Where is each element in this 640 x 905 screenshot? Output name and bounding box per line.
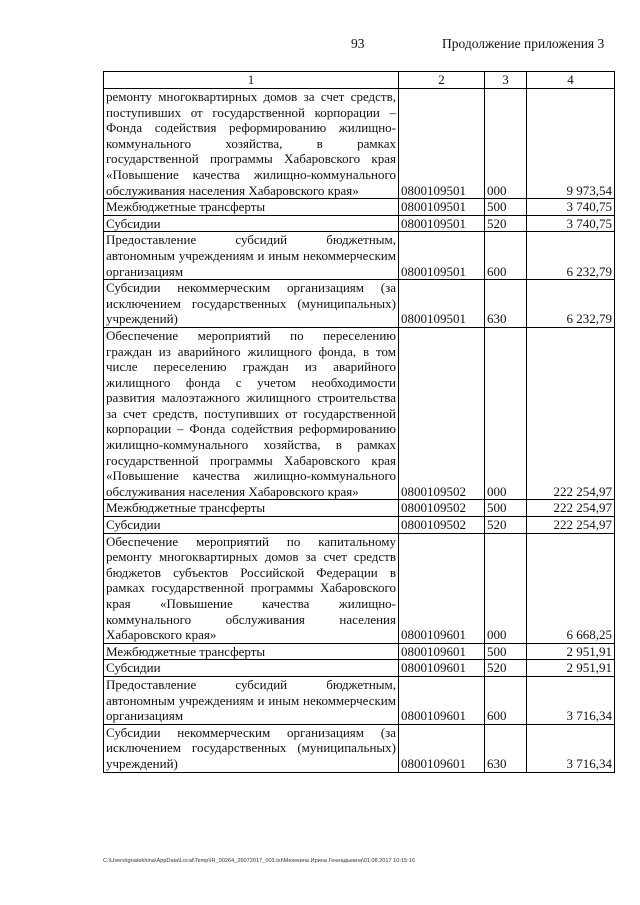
row-description: Субсидии [104, 215, 399, 232]
table-row [104, 215, 615, 232]
table-row [104, 643, 615, 660]
row-expense-type: 520 [485, 215, 527, 232]
row-expense-type: 000 [485, 327, 527, 500]
table-row [104, 517, 615, 534]
row-description: ремонту многоквартирных домов за счет средств, поступивших от государственной корпорации – Фонда содействия реформированию жилищно-коммунального хозяйства, в рамках государственной программы Хабаровского края «Повышение качества жилищно-коммунального обслуживания населения Хабаровского края» [104, 89, 399, 199]
row-target-code: 0800109502 [399, 327, 485, 500]
row-target-code: 0800109501 [399, 232, 485, 280]
row-target-code: 0800109601 [399, 724, 485, 772]
row-target-code: 0800109501 [399, 199, 485, 216]
row-amount: 222 254,97 [527, 517, 615, 534]
column-number: 1 [104, 72, 399, 89]
row-amount: 3 716,34 [527, 724, 615, 772]
column-number: 4 [527, 72, 615, 89]
row-target-code: 0800109502 [399, 500, 485, 517]
row-amount: 3 716,34 [527, 676, 615, 724]
row-description: Межбюджетные трансферты [104, 643, 399, 660]
row-expense-type: 630 [485, 280, 527, 328]
table-row [104, 533, 615, 643]
page-number: 93 [351, 36, 365, 51]
row-expense-type: 000 [485, 89, 527, 199]
row-description: Обеспечение мероприятий по переселению граждан из аварийного жилищного фонда, в том числе переселению граждан из аварийного жилищного фонда с учетом необходимости развития малоэтажного жилищного строительства за счет средств, поступивших от государственной корпорации – Фонда содействия реформированию жилищно-коммунального хозяйства, в рамках государственной программы Хабаровского края «Повышение качества жилищно-коммунального обслуживания населения Хабаровского края» [104, 327, 399, 500]
row-description: Предоставление субсидий бюджетным, автономным учреждениям и иным некоммерческим организациям [104, 676, 399, 724]
table-row [104, 199, 615, 216]
row-target-code: 0800109601 [399, 643, 485, 660]
table-row [104, 724, 615, 772]
row-description: Субсидии [104, 517, 399, 534]
row-amount: 6 668,25 [527, 533, 615, 643]
row-target-code: 0800109601 [399, 533, 485, 643]
row-amount: 3 740,75 [527, 215, 615, 232]
row-amount: 3 740,75 [527, 199, 615, 216]
table-row [104, 327, 615, 500]
row-description: Предоставление субсидий бюджетным, автономным учреждениям и иным некоммерческим организациям [104, 232, 399, 280]
row-amount: 2 951,91 [527, 660, 615, 677]
row-expense-type: 630 [485, 724, 527, 772]
row-expense-type: 520 [485, 517, 527, 534]
row-target-code: 0800109501 [399, 89, 485, 199]
row-target-code: 0800109601 [399, 660, 485, 677]
budget-table [103, 71, 615, 773]
row-description: Субсидии некоммерческим организациям (за исключением государственных (муниципальных) учреждений) [104, 724, 399, 772]
row-expense-type: 600 [485, 232, 527, 280]
row-amount: 6 232,79 [527, 280, 615, 328]
column-number-row [104, 72, 615, 89]
column-number: 3 [485, 72, 527, 89]
row-expense-type: 520 [485, 660, 527, 677]
row-description: Обеспечение мероприятий по капитальному ремонту многоквартирных домов за счет средств бюджетов субъектов Российской Федерации в рамках государственной программы Хабаровского края «Повышение качества жилищно-коммунального обслуживания населения Хабаровского края» [104, 533, 399, 643]
row-expense-type: 000 [485, 533, 527, 643]
row-amount: 222 254,97 [527, 327, 615, 500]
row-amount: 6 232,79 [527, 232, 615, 280]
row-amount: 222 254,97 [527, 500, 615, 517]
row-target-code: 0800109501 [399, 215, 485, 232]
row-expense-type: 500 [485, 643, 527, 660]
row-target-code: 0800109601 [399, 676, 485, 724]
row-description: Субсидии [104, 660, 399, 677]
row-description: Межбюджетные трансферты [104, 500, 399, 517]
column-number: 2 [399, 72, 485, 89]
row-target-code: 0800109502 [399, 517, 485, 534]
continuation-label: Продолжение приложения 3 [442, 36, 605, 51]
page-header [0, 36, 640, 56]
row-expense-type: 600 [485, 676, 527, 724]
row-amount: 9 973,54 [527, 89, 615, 199]
table-row [104, 232, 615, 280]
table-row [104, 500, 615, 517]
row-target-code: 0800109501 [399, 280, 485, 328]
table-row [104, 660, 615, 677]
file-path-footer: C:\Users\ignatekhina\AppData\Local\Temp\IR_00264_26072017_003.txt\Мехекина Ирина Геннадьевна\01.08.2017 10:15:16 [103, 858, 415, 864]
table-row [104, 676, 615, 724]
table-row [104, 89, 615, 199]
row-expense-type: 500 [485, 500, 527, 517]
row-description: Субсидии некоммерческим организациям (за исключением государственных (муниципальных) учреждений) [104, 280, 399, 328]
row-amount: 2 951,91 [527, 643, 615, 660]
row-description: Межбюджетные трансферты [104, 199, 399, 216]
table-row [104, 280, 615, 328]
row-expense-type: 500 [485, 199, 527, 216]
